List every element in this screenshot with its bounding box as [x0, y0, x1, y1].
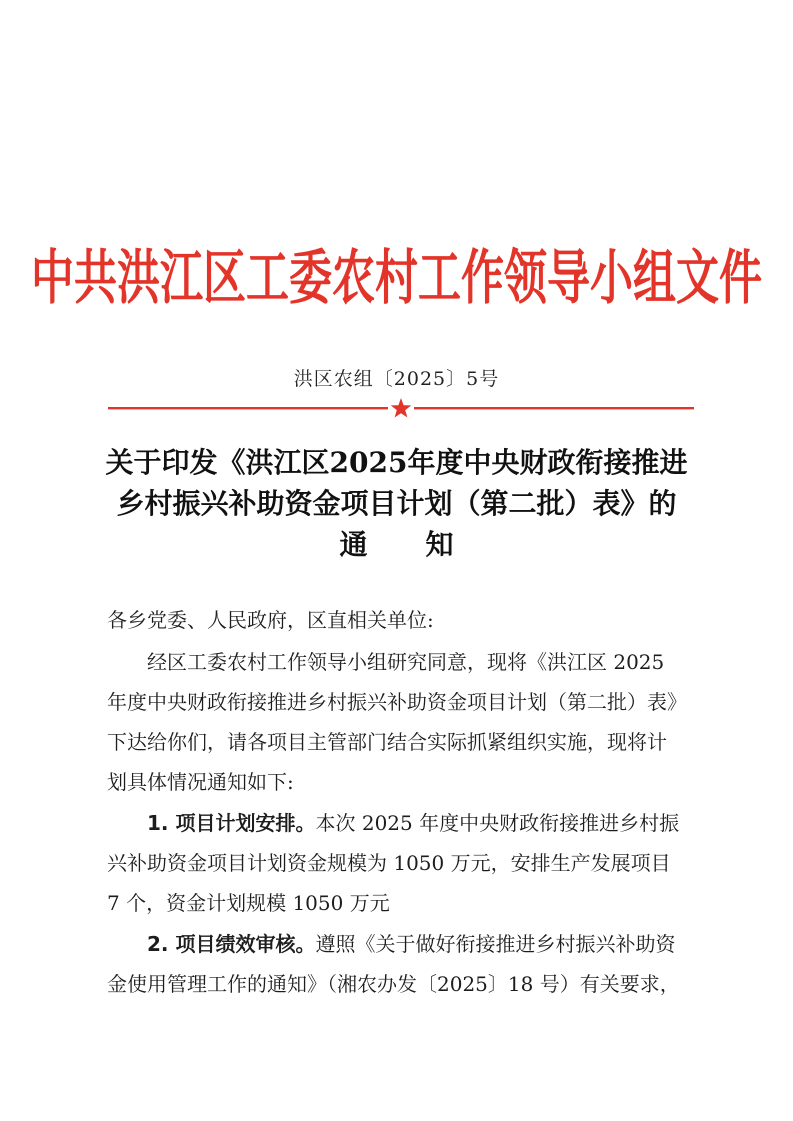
notice-title-line-1: 关于印发《洪江区2025年度中央财政衔接推进 — [105, 446, 688, 479]
item-2-line-1 — [147, 924, 697, 964]
star-icon — [391, 398, 412, 418]
notice-title-line-3: 通知 — [339, 528, 512, 561]
issuer-title: 中共洪江区工委农村工作领导小组文件 — [31, 244, 762, 314]
paragraph-1-line-4: 划具体情况通知如下: — [107, 770, 294, 794]
item-1-line-1 — [147, 803, 697, 843]
document-number: 洪区农组〔2025〕5号 — [293, 368, 500, 390]
red-rule-with-star — [108, 397, 694, 419]
paragraph-1-line-2: 年度中央财政衔接推进乡村振兴补助资金项目计划（第二批）表》 — [107, 690, 687, 714]
paragraph-1-line-3: 下达给你们，请各项目主管部门结合实际抓紧组织实施，现将计 — [107, 730, 667, 754]
paragraph-1-line-1: 经区工委农村工作领导小组研究同意，现将《洪江区 2025 — [147, 650, 665, 674]
item-1-line-3: 7 个，资金计划规模 1050 万元 — [107, 891, 390, 915]
item-2-text: 遵照《关于做好衔接推进乡村振兴补助资 — [315, 932, 676, 956]
red-rule-left — [108, 407, 388, 409]
red-rule-right — [414, 407, 694, 409]
item-1-heading: 1. 项目计划安排。 — [147, 811, 316, 835]
item-2-heading: 2. 项目绩效审核。 — [147, 932, 316, 956]
item-1-text: 本次 2025 年度中央财政衔接推进乡村振 — [315, 811, 680, 835]
salutation: 各乡党委、人民政府，区直相关单位: — [107, 608, 434, 632]
item-2-line-2: 金使用管理工作的通知》（湘农办发〔2025〕18 号）有关要求， — [107, 972, 680, 996]
item-1-line-2: 兴补助资金项目计划资金规模为 1050 万元，安排生产发展项目 — [107, 851, 671, 875]
notice-title-line-2: 乡村振兴补助资金项目计划（第二批）表》的 — [116, 487, 677, 520]
